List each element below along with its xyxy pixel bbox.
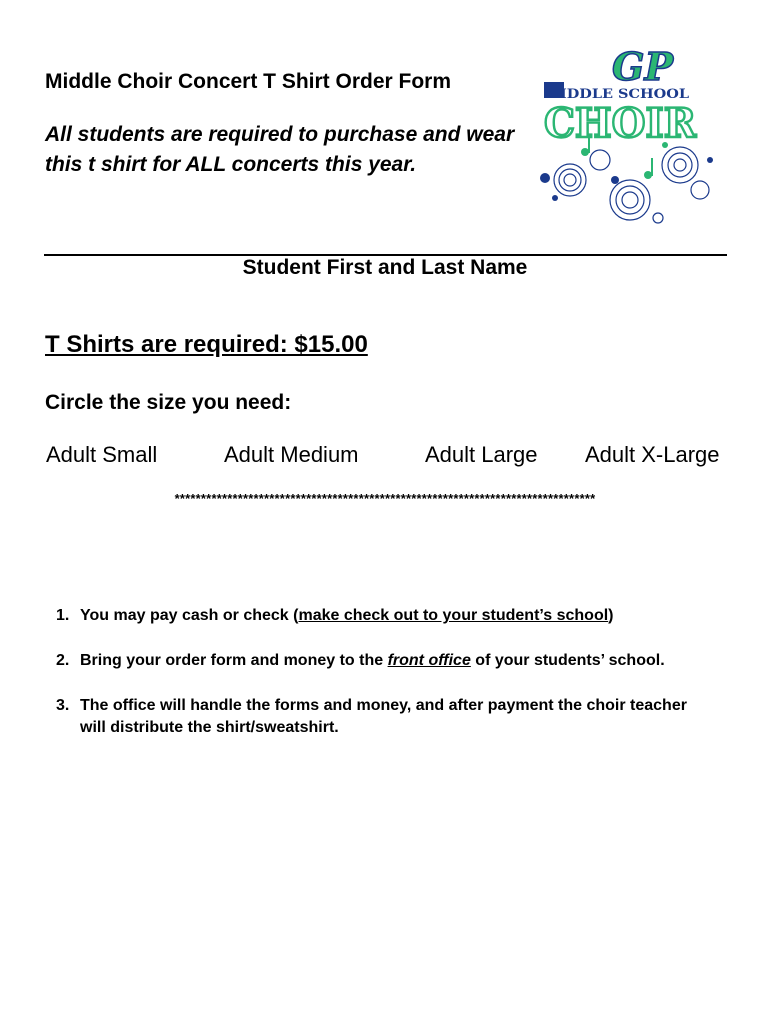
requirement-notice: All students are required to purchase and wear this t shirt for ALL concerts this year. — [45, 123, 515, 176]
instruction-emphasis: make check out to your student’s school — [298, 607, 609, 624]
size-option-adult-small[interactable]: Adult Small — [46, 442, 158, 467]
size-option-adult-x-large[interactable]: Adult X-Large — [585, 442, 720, 467]
size-prompt: Circle the size you need: — [45, 391, 292, 414]
swirl-decoration — [554, 147, 709, 223]
instruction-item — [56, 695, 696, 739]
instruction-text-end: ) — [608, 607, 614, 624]
size-option-adult-medium[interactable]: Adult Medium — [224, 442, 359, 467]
size-option-adult-large[interactable]: Adult Large — [425, 442, 538, 467]
logo-choir-text: CHOIR — [544, 100, 697, 147]
separator-stars: ******************************************************************************** — [174, 491, 596, 506]
logo-school-text: MIDDLE SCHOOL — [544, 87, 689, 102]
instruction-emphasis: front office — [387, 652, 471, 669]
instruction-item — [56, 650, 746, 672]
logo-initials: GP — [612, 44, 674, 89]
instruction-text: Bring your order form and money to the — [80, 652, 388, 669]
choir-logo — [530, 40, 720, 225]
instruction-text: The office will handle the forms and money, and after payment the choir teacher will distribute the shirt/sweatshirt. — [80, 697, 687, 736]
dot-decoration — [540, 157, 713, 201]
price-heading: T Shirts are required: $15.00 — [45, 331, 368, 358]
instruction-item — [56, 605, 746, 627]
instruction-number: 1. — [56, 607, 70, 624]
instruction-number: 2. — [56, 652, 70, 669]
form-title: Middle Choir Concert T Shirt Order Form — [45, 70, 452, 93]
instruction-text: You may pay cash or check ( — [80, 607, 299, 624]
student-name-label: Student First and Last Name — [242, 256, 528, 279]
instruction-number: 3. — [56, 697, 70, 714]
instruction-text-end: of your students’ school. — [470, 652, 665, 669]
